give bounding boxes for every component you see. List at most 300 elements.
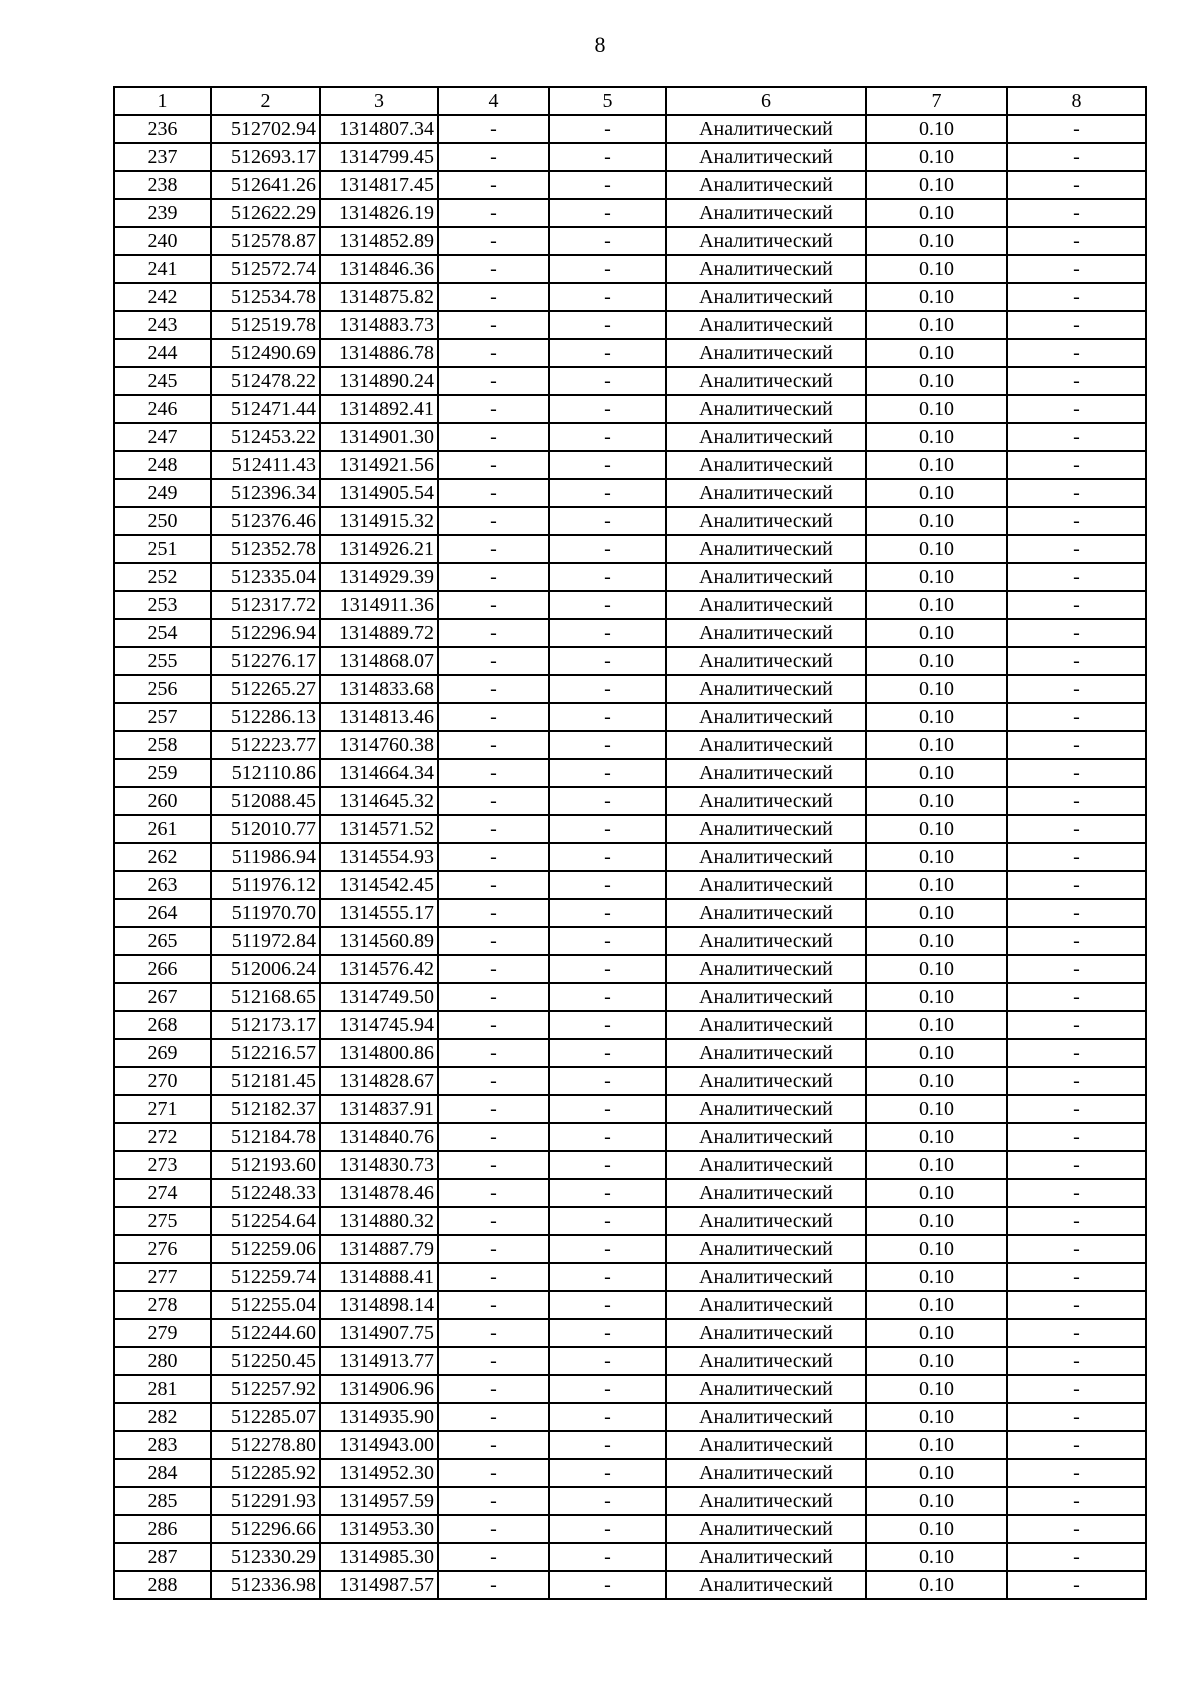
y-coordinate-cell: 1314645.32 xyxy=(320,787,438,815)
column-5-cell: - xyxy=(549,199,666,227)
accuracy-cell: 0.10 xyxy=(866,843,1007,871)
method-cell: Аналитический xyxy=(666,143,866,171)
table-row xyxy=(114,1179,1146,1207)
table-row xyxy=(114,983,1146,1011)
point-number-cell: 260 xyxy=(114,787,211,815)
method-cell: Аналитический xyxy=(666,675,866,703)
column-5-cell: - xyxy=(549,1207,666,1235)
table-row xyxy=(114,171,1146,199)
column-header: 8 xyxy=(1007,87,1146,115)
x-coordinate-cell: 512396.34 xyxy=(211,479,320,507)
method-cell: Аналитический xyxy=(666,1487,866,1515)
column-5-cell: - xyxy=(549,1067,666,1095)
method-cell: Аналитический xyxy=(666,255,866,283)
accuracy-cell: 0.10 xyxy=(866,339,1007,367)
column-4-cell: - xyxy=(438,1095,549,1123)
table-row xyxy=(114,1123,1146,1151)
x-coordinate-cell: 512223.77 xyxy=(211,731,320,759)
method-cell: Аналитический xyxy=(666,1347,866,1375)
column-4-cell: - xyxy=(438,983,549,1011)
method-cell: Аналитический xyxy=(666,955,866,983)
column-4-cell: - xyxy=(438,1207,549,1235)
point-number-cell: 281 xyxy=(114,1375,211,1403)
column-4-cell: - xyxy=(438,591,549,619)
x-coordinate-cell: 512173.17 xyxy=(211,1011,320,1039)
table-row xyxy=(114,1459,1146,1487)
column-8-cell: - xyxy=(1007,283,1146,311)
accuracy-cell: 0.10 xyxy=(866,1151,1007,1179)
method-cell: Аналитический xyxy=(666,759,866,787)
column-5-cell: - xyxy=(549,1459,666,1487)
column-8-cell: - xyxy=(1007,1487,1146,1515)
y-coordinate-cell: 1314800.86 xyxy=(320,1039,438,1067)
point-number-cell: 257 xyxy=(114,703,211,731)
method-cell: Аналитический xyxy=(666,1235,866,1263)
column-4-cell: - xyxy=(438,675,549,703)
column-4-cell: - xyxy=(438,1571,549,1599)
point-number-cell: 240 xyxy=(114,227,211,255)
point-number-cell: 263 xyxy=(114,871,211,899)
table-row xyxy=(114,1319,1146,1347)
column-5-cell: - xyxy=(549,731,666,759)
method-cell: Аналитический xyxy=(666,1123,866,1151)
accuracy-cell: 0.10 xyxy=(866,787,1007,815)
table-row xyxy=(114,1291,1146,1319)
column-8-cell: - xyxy=(1007,563,1146,591)
column-5-cell: - xyxy=(549,339,666,367)
accuracy-cell: 0.10 xyxy=(866,395,1007,423)
column-8-cell: - xyxy=(1007,1515,1146,1543)
column-8-cell: - xyxy=(1007,983,1146,1011)
column-4-cell: - xyxy=(438,1487,549,1515)
method-cell: Аналитический xyxy=(666,171,866,199)
column-4-cell: - xyxy=(438,115,549,143)
point-number-cell: 239 xyxy=(114,199,211,227)
accuracy-cell: 0.10 xyxy=(866,171,1007,199)
column-5-cell: - xyxy=(549,283,666,311)
column-5-cell: - xyxy=(549,843,666,871)
x-coordinate-cell: 512285.92 xyxy=(211,1459,320,1487)
accuracy-cell: 0.10 xyxy=(866,927,1007,955)
point-number-cell: 286 xyxy=(114,1515,211,1543)
column-4-cell: - xyxy=(438,507,549,535)
column-5-cell: - xyxy=(549,1515,666,1543)
table-row xyxy=(114,1095,1146,1123)
column-8-cell: - xyxy=(1007,1375,1146,1403)
x-coordinate-cell: 511970.70 xyxy=(211,899,320,927)
point-number-cell: 269 xyxy=(114,1039,211,1067)
point-number-cell: 253 xyxy=(114,591,211,619)
point-number-cell: 238 xyxy=(114,171,211,199)
column-4-cell: - xyxy=(438,1039,549,1067)
column-8-cell: - xyxy=(1007,395,1146,423)
method-cell: Аналитический xyxy=(666,563,866,591)
page-number: 8 xyxy=(594,32,606,57)
column-4-cell: - xyxy=(438,1263,549,1291)
point-number-cell: 248 xyxy=(114,451,211,479)
y-coordinate-cell: 1314901.30 xyxy=(320,423,438,451)
column-5-cell: - xyxy=(549,1235,666,1263)
accuracy-cell: 0.10 xyxy=(866,1375,1007,1403)
table-row xyxy=(114,1403,1146,1431)
table-row xyxy=(114,1039,1146,1067)
point-number-cell: 237 xyxy=(114,143,211,171)
column-4-cell: - xyxy=(438,395,549,423)
accuracy-cell: 0.10 xyxy=(866,591,1007,619)
point-number-cell: 258 xyxy=(114,731,211,759)
x-coordinate-cell: 512317.72 xyxy=(211,591,320,619)
y-coordinate-cell: 1314840.76 xyxy=(320,1123,438,1151)
column-4-cell: - xyxy=(438,1543,549,1571)
x-coordinate-cell: 512250.45 xyxy=(211,1347,320,1375)
column-8-cell: - xyxy=(1007,227,1146,255)
column-4-cell: - xyxy=(438,759,549,787)
accuracy-cell: 0.10 xyxy=(866,479,1007,507)
x-coordinate-cell: 512168.65 xyxy=(211,983,320,1011)
y-coordinate-cell: 1314987.57 xyxy=(320,1571,438,1599)
column-5-cell: - xyxy=(549,1151,666,1179)
column-5-cell: - xyxy=(549,1375,666,1403)
y-coordinate-cell: 1314952.30 xyxy=(320,1459,438,1487)
column-4-cell: - xyxy=(438,1515,549,1543)
table-row xyxy=(114,255,1146,283)
column-8-cell: - xyxy=(1007,1571,1146,1599)
column-4-cell: - xyxy=(438,451,549,479)
x-coordinate-cell: 512335.04 xyxy=(211,563,320,591)
column-4-cell: - xyxy=(438,1179,549,1207)
column-8-cell: - xyxy=(1007,731,1146,759)
method-cell: Аналитический xyxy=(666,1571,866,1599)
column-4-cell: - xyxy=(438,367,549,395)
point-number-cell: 266 xyxy=(114,955,211,983)
y-coordinate-cell: 1314926.21 xyxy=(320,535,438,563)
accuracy-cell: 0.10 xyxy=(866,955,1007,983)
table-row xyxy=(114,199,1146,227)
method-cell: Аналитический xyxy=(666,731,866,759)
table-header-row xyxy=(114,87,1146,115)
column-5-cell: - xyxy=(549,1571,666,1599)
column-8-cell: - xyxy=(1007,507,1146,535)
y-coordinate-cell: 1314830.73 xyxy=(320,1151,438,1179)
x-coordinate-cell: 512578.87 xyxy=(211,227,320,255)
x-coordinate-cell: 512572.74 xyxy=(211,255,320,283)
column-8-cell: - xyxy=(1007,1207,1146,1235)
method-cell: Аналитический xyxy=(666,591,866,619)
column-8-cell: - xyxy=(1007,1011,1146,1039)
column-5-cell: - xyxy=(549,1039,666,1067)
column-5-cell: - xyxy=(549,171,666,199)
x-coordinate-cell: 512006.24 xyxy=(211,955,320,983)
column-8-cell: - xyxy=(1007,339,1146,367)
method-cell: Аналитический xyxy=(666,423,866,451)
column-4-cell: - xyxy=(438,1291,549,1319)
column-4-cell: - xyxy=(438,1347,549,1375)
accuracy-cell: 0.10 xyxy=(866,899,1007,927)
table-row xyxy=(114,451,1146,479)
point-number-cell: 264 xyxy=(114,899,211,927)
x-coordinate-cell: 512286.13 xyxy=(211,703,320,731)
accuracy-cell: 0.10 xyxy=(866,619,1007,647)
column-8-cell: - xyxy=(1007,311,1146,339)
method-cell: Аналитический xyxy=(666,1011,866,1039)
column-4-cell: - xyxy=(438,255,549,283)
y-coordinate-cell: 1314852.89 xyxy=(320,227,438,255)
method-cell: Аналитический xyxy=(666,647,866,675)
column-4-cell: - xyxy=(438,731,549,759)
accuracy-cell: 0.10 xyxy=(866,1347,1007,1375)
y-coordinate-cell: 1314913.77 xyxy=(320,1347,438,1375)
method-cell: Аналитический xyxy=(666,1039,866,1067)
x-coordinate-cell: 512285.07 xyxy=(211,1403,320,1431)
method-cell: Аналитический xyxy=(666,367,866,395)
point-number-cell: 255 xyxy=(114,647,211,675)
coordinates-table xyxy=(113,86,1147,1600)
method-cell: Аналитический xyxy=(666,1179,866,1207)
accuracy-cell: 0.10 xyxy=(866,535,1007,563)
table-row xyxy=(114,1543,1146,1571)
method-cell: Аналитический xyxy=(666,1459,866,1487)
column-4-cell: - xyxy=(438,787,549,815)
column-5-cell: - xyxy=(549,507,666,535)
method-cell: Аналитический xyxy=(666,1543,866,1571)
y-coordinate-cell: 1314749.50 xyxy=(320,983,438,1011)
point-number-cell: 236 xyxy=(114,115,211,143)
y-coordinate-cell: 1314953.30 xyxy=(320,1515,438,1543)
y-coordinate-cell: 1314889.72 xyxy=(320,619,438,647)
column-8-cell: - xyxy=(1007,255,1146,283)
method-cell: Аналитический xyxy=(666,1067,866,1095)
y-coordinate-cell: 1314833.68 xyxy=(320,675,438,703)
x-coordinate-cell: 512622.29 xyxy=(211,199,320,227)
column-8-cell: - xyxy=(1007,1039,1146,1067)
column-8-cell: - xyxy=(1007,675,1146,703)
x-coordinate-cell: 512330.29 xyxy=(211,1543,320,1571)
point-number-cell: 285 xyxy=(114,1487,211,1515)
accuracy-cell: 0.10 xyxy=(866,1207,1007,1235)
y-coordinate-cell: 1314868.07 xyxy=(320,647,438,675)
accuracy-cell: 0.10 xyxy=(866,1263,1007,1291)
y-coordinate-cell: 1314892.41 xyxy=(320,395,438,423)
column-5-cell: - xyxy=(549,1347,666,1375)
table-row xyxy=(114,563,1146,591)
column-8-cell: - xyxy=(1007,815,1146,843)
column-5-cell: - xyxy=(549,227,666,255)
y-coordinate-cell: 1314560.89 xyxy=(320,927,438,955)
y-coordinate-cell: 1314943.00 xyxy=(320,1431,438,1459)
method-cell: Аналитический xyxy=(666,311,866,339)
x-coordinate-cell: 512693.17 xyxy=(211,143,320,171)
column-8-cell: - xyxy=(1007,367,1146,395)
table-row xyxy=(114,367,1146,395)
method-cell: Аналитический xyxy=(666,899,866,927)
column-5-cell: - xyxy=(549,311,666,339)
column-5-cell: - xyxy=(549,1263,666,1291)
accuracy-cell: 0.10 xyxy=(866,983,1007,1011)
x-coordinate-cell: 512490.69 xyxy=(211,339,320,367)
point-number-cell: 247 xyxy=(114,423,211,451)
point-number-cell: 265 xyxy=(114,927,211,955)
table-row xyxy=(114,899,1146,927)
column-8-cell: - xyxy=(1007,899,1146,927)
column-4-cell: - xyxy=(438,143,549,171)
column-5-cell: - xyxy=(549,1319,666,1347)
method-cell: Аналитический xyxy=(666,535,866,563)
column-4-cell: - xyxy=(438,619,549,647)
column-4-cell: - xyxy=(438,1235,549,1263)
column-header: 4 xyxy=(438,87,549,115)
column-8-cell: - xyxy=(1007,1459,1146,1487)
point-number-cell: 277 xyxy=(114,1263,211,1291)
column-8-cell: - xyxy=(1007,927,1146,955)
x-coordinate-cell: 512259.06 xyxy=(211,1235,320,1263)
point-number-cell: 274 xyxy=(114,1179,211,1207)
method-cell: Аналитический xyxy=(666,1151,866,1179)
column-4-cell: - xyxy=(438,1319,549,1347)
method-cell: Аналитический xyxy=(666,703,866,731)
y-coordinate-cell: 1314929.39 xyxy=(320,563,438,591)
x-coordinate-cell: 512255.04 xyxy=(211,1291,320,1319)
column-8-cell: - xyxy=(1007,1347,1146,1375)
method-cell: Аналитический xyxy=(666,1095,866,1123)
table-row xyxy=(114,731,1146,759)
column-8-cell: - xyxy=(1007,1431,1146,1459)
column-8-cell: - xyxy=(1007,1151,1146,1179)
column-5-cell: - xyxy=(549,675,666,703)
table-row xyxy=(114,1207,1146,1235)
column-8-cell: - xyxy=(1007,1263,1146,1291)
column-5-cell: - xyxy=(549,423,666,451)
column-5-cell: - xyxy=(549,451,666,479)
column-5-cell: - xyxy=(549,759,666,787)
point-number-cell: 270 xyxy=(114,1067,211,1095)
column-8-cell: - xyxy=(1007,591,1146,619)
column-4-cell: - xyxy=(438,283,549,311)
accuracy-cell: 0.10 xyxy=(866,1039,1007,1067)
point-number-cell: 254 xyxy=(114,619,211,647)
point-number-cell: 246 xyxy=(114,395,211,423)
x-coordinate-cell: 512088.45 xyxy=(211,787,320,815)
column-4-cell: - xyxy=(438,171,549,199)
column-5-cell: - xyxy=(549,1291,666,1319)
method-cell: Аналитический xyxy=(666,983,866,1011)
y-coordinate-cell: 1314880.32 xyxy=(320,1207,438,1235)
method-cell: Аналитический xyxy=(666,395,866,423)
table-body xyxy=(114,87,1146,1599)
point-number-cell: 282 xyxy=(114,1403,211,1431)
x-coordinate-cell: 512181.45 xyxy=(211,1067,320,1095)
y-coordinate-cell: 1314935.90 xyxy=(320,1403,438,1431)
y-coordinate-cell: 1314907.75 xyxy=(320,1319,438,1347)
y-coordinate-cell: 1314760.38 xyxy=(320,731,438,759)
column-4-cell: - xyxy=(438,1151,549,1179)
method-cell: Аналитический xyxy=(666,871,866,899)
column-5-cell: - xyxy=(549,983,666,1011)
table-row xyxy=(114,1571,1146,1599)
y-coordinate-cell: 1314554.93 xyxy=(320,843,438,871)
column-4-cell: - xyxy=(438,423,549,451)
table-row xyxy=(114,1235,1146,1263)
table-row xyxy=(114,815,1146,843)
table-row xyxy=(114,1151,1146,1179)
table-row xyxy=(114,423,1146,451)
accuracy-cell: 0.10 xyxy=(866,1291,1007,1319)
column-5-cell: - xyxy=(549,115,666,143)
accuracy-cell: 0.10 xyxy=(866,1459,1007,1487)
y-coordinate-cell: 1314985.30 xyxy=(320,1543,438,1571)
column-header: 1 xyxy=(114,87,211,115)
column-4-cell: - xyxy=(438,199,549,227)
x-coordinate-cell: 511986.94 xyxy=(211,843,320,871)
method-cell: Аналитический xyxy=(666,339,866,367)
point-number-cell: 244 xyxy=(114,339,211,367)
method-cell: Аналитический xyxy=(666,1515,866,1543)
y-coordinate-cell: 1314745.94 xyxy=(320,1011,438,1039)
x-coordinate-cell: 512257.92 xyxy=(211,1375,320,1403)
point-number-cell: 262 xyxy=(114,843,211,871)
column-4-cell: - xyxy=(438,815,549,843)
y-coordinate-cell: 1314886.78 xyxy=(320,339,438,367)
point-number-cell: 241 xyxy=(114,255,211,283)
column-5-cell: - xyxy=(549,143,666,171)
table-row xyxy=(114,115,1146,143)
point-number-cell: 252 xyxy=(114,563,211,591)
table-row xyxy=(114,1067,1146,1095)
accuracy-cell: 0.10 xyxy=(866,563,1007,591)
point-number-cell: 243 xyxy=(114,311,211,339)
column-8-cell: - xyxy=(1007,843,1146,871)
column-4-cell: - xyxy=(438,535,549,563)
y-coordinate-cell: 1314576.42 xyxy=(320,955,438,983)
y-coordinate-cell: 1314957.59 xyxy=(320,1487,438,1515)
table-row xyxy=(114,1263,1146,1291)
x-coordinate-cell: 512411.43 xyxy=(211,451,320,479)
accuracy-cell: 0.10 xyxy=(866,675,1007,703)
method-cell: Аналитический xyxy=(666,787,866,815)
accuracy-cell: 0.10 xyxy=(866,283,1007,311)
column-5-cell: - xyxy=(549,479,666,507)
y-coordinate-cell: 1314799.45 xyxy=(320,143,438,171)
y-coordinate-cell: 1314921.56 xyxy=(320,451,438,479)
accuracy-cell: 0.10 xyxy=(866,1011,1007,1039)
accuracy-cell: 0.10 xyxy=(866,143,1007,171)
point-number-cell: 249 xyxy=(114,479,211,507)
table-row xyxy=(114,619,1146,647)
column-5-cell: - xyxy=(549,787,666,815)
y-coordinate-cell: 1314571.52 xyxy=(320,815,438,843)
column-5-cell: - xyxy=(549,255,666,283)
column-5-cell: - xyxy=(549,1179,666,1207)
column-8-cell: - xyxy=(1007,1123,1146,1151)
table-row xyxy=(114,507,1146,535)
column-8-cell: - xyxy=(1007,1403,1146,1431)
point-number-cell: 268 xyxy=(114,1011,211,1039)
method-cell: Аналитический xyxy=(666,619,866,647)
table-row xyxy=(114,927,1146,955)
y-coordinate-cell: 1314878.46 xyxy=(320,1179,438,1207)
table-row xyxy=(114,1011,1146,1039)
accuracy-cell: 0.10 xyxy=(866,1179,1007,1207)
column-5-cell: - xyxy=(549,703,666,731)
x-coordinate-cell: 512010.77 xyxy=(211,815,320,843)
column-4-cell: - xyxy=(438,1459,549,1487)
point-number-cell: 279 xyxy=(114,1319,211,1347)
point-number-cell: 280 xyxy=(114,1347,211,1375)
column-4-cell: - xyxy=(438,1403,549,1431)
accuracy-cell: 0.10 xyxy=(866,1571,1007,1599)
column-4-cell: - xyxy=(438,899,549,927)
column-8-cell: - xyxy=(1007,171,1146,199)
point-number-cell: 259 xyxy=(114,759,211,787)
